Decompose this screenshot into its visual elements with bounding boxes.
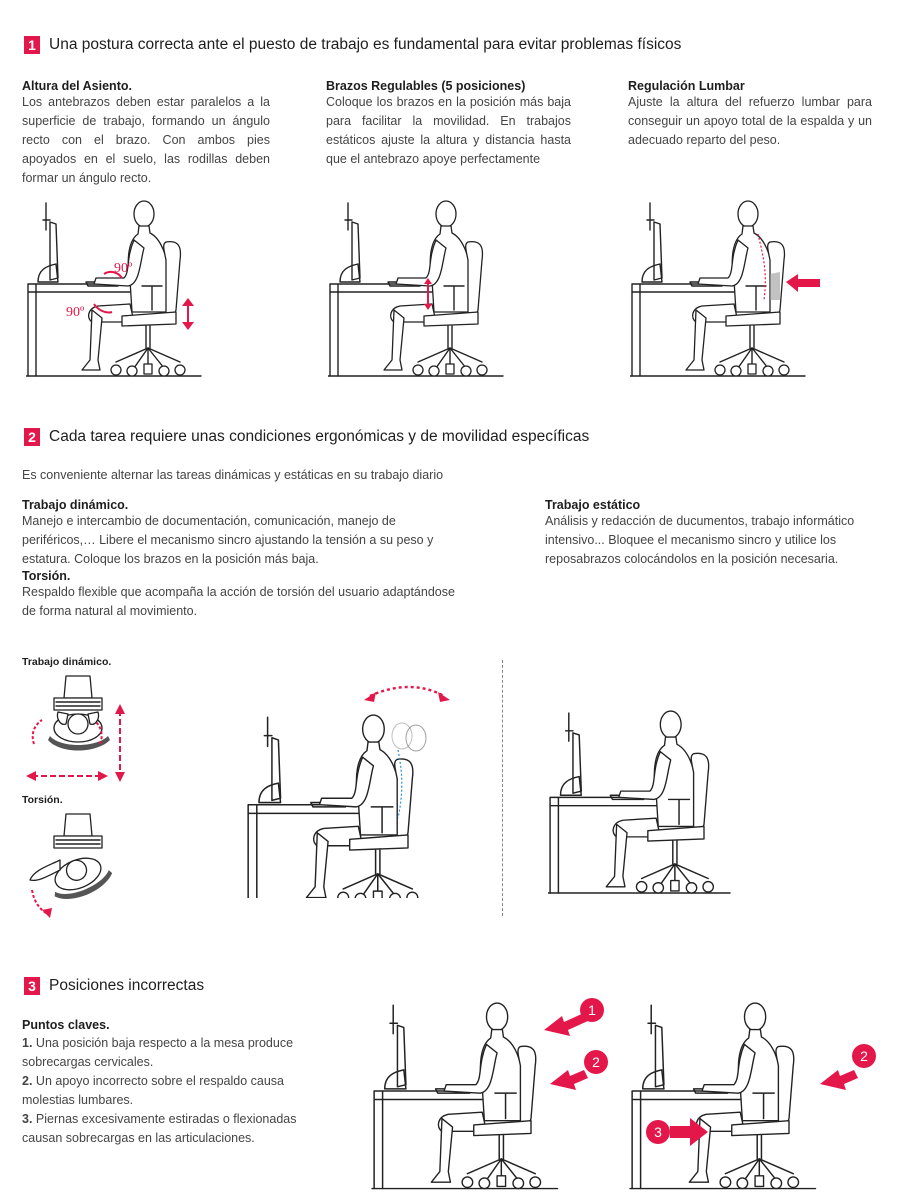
key-points	[22, 1018, 312, 1148]
torsion-topview	[20, 810, 130, 922]
lumbar-illustration	[630, 200, 830, 386]
col-armrests	[326, 79, 571, 169]
seat-height-illustration	[26, 200, 206, 386]
static-work-block	[545, 498, 875, 569]
point-number: 1.	[22, 1036, 33, 1050]
torsion-text: Respaldo flexible que acompaña la acción de torsión del usuario adaptándose de forma natural al movimiento.	[22, 585, 455, 618]
angle-label: 90º	[114, 261, 133, 276]
point-number: 3.	[22, 1112, 33, 1126]
col-seat-height	[22, 79, 270, 188]
dynamic-text: Manejo e intercambio de documentación, comunicación, manejo de periféricos,… Libere el mecanismo sincro ajustando la tensión a su peso y estatura. Coloque los brazos en la posición más baja.	[22, 514, 434, 566]
col-text: Coloque los brazos en la posición más baja para facilitar la movilidad. En trabajos estáticos ajuste la altura y distancia hasta que el antebrazo apoye perfectamente	[326, 95, 571, 166]
col-text: Ajuste la altura del refuerzo lumbar para conseguir un apoyo total de la espalda y un adecuado reparto del peso.	[628, 95, 872, 147]
divider	[502, 660, 503, 916]
arrow-icon	[550, 1070, 588, 1090]
updown-arrow-icon	[182, 298, 194, 330]
col-heading: Brazos Regulables (5 posiciones)	[326, 79, 526, 93]
point-number: 2.	[22, 1074, 33, 1088]
arrow-left-icon	[786, 274, 820, 292]
section-title: Una postura correcta ante el puesto de trabajo es fundamental para evitar problemas físicos	[49, 36, 682, 53]
section-2-intro: Es conveniente alternar las tareas dinámicas y estáticas en su trabajo diario	[22, 468, 444, 482]
label-dynamic: Trabajo dinámico.	[22, 656, 112, 668]
point-text: Una posición baja respecto a la mesa produce sobrecargas cervicales.	[22, 1036, 294, 1069]
incorrect-posture-1	[358, 990, 618, 1190]
col-lumbar	[628, 79, 872, 150]
dynamic-work-block	[22, 498, 462, 621]
marker-number: 1	[588, 1002, 596, 1018]
key-points-heading: Puntos claves.	[22, 1018, 110, 1032]
section-number: 2	[24, 428, 40, 446]
col-heading: Altura del Asiento.	[22, 79, 132, 93]
section-3-header	[24, 977, 204, 995]
point-text: Piernas excesivamente estiradas o flexionadas causan sobrecargas en las articulaciones.	[22, 1112, 297, 1145]
dynamic-work-illustration	[246, 680, 476, 898]
static-heading: Trabajo estático	[545, 498, 641, 512]
dynamic-topview	[20, 672, 132, 784]
updown-arrow-icon	[424, 278, 432, 310]
arrow-icon	[820, 1070, 858, 1090]
static-work-illustration	[548, 708, 768, 898]
section-2-header	[24, 428, 589, 446]
label-torsion: Torsión.	[22, 794, 63, 806]
section-number: 1	[24, 36, 40, 54]
key-point-3	[22, 1110, 312, 1148]
section-number: 3	[24, 977, 40, 995]
key-point-2	[22, 1072, 312, 1110]
section-title: Cada tarea requiere unas condiciones ergonómicas y de movilidad específicas	[49, 428, 590, 445]
marker-number: 2	[860, 1048, 868, 1064]
section-1-header	[24, 36, 681, 54]
angle-label: 90º	[66, 305, 85, 320]
col-heading: Regulación Lumbar	[628, 79, 745, 93]
section-title: Posiciones incorrectas	[49, 977, 205, 994]
static-text: Análisis y redacción de ducumentos, trabajo informático intensivo... Bloquee el mecanismo sincro y utilice los reposabrazos colocándolos en la posición necesaria.	[545, 514, 855, 566]
marker-number: 3	[654, 1124, 662, 1140]
armrest-illustration	[328, 200, 508, 386]
key-point-1	[22, 1034, 312, 1072]
col-text: Los antebrazos deben estar paralelos a la superficie de trabajo, formando un ángulo recto con el brazo. Con ambos pies apoyados en el suelo, las rodillas deben formar un ángulo recto.	[22, 95, 270, 185]
rotation-arrow-icon	[364, 687, 450, 702]
torsion-heading: Torsión.	[22, 569, 71, 583]
incorrect-posture-2	[628, 990, 878, 1190]
marker-number: 2	[592, 1054, 600, 1070]
point-text: Un apoyo incorrecto sobre el respaldo causa molestias lumbares.	[22, 1074, 284, 1107]
dynamic-heading: Trabajo dinámico.	[22, 498, 129, 512]
